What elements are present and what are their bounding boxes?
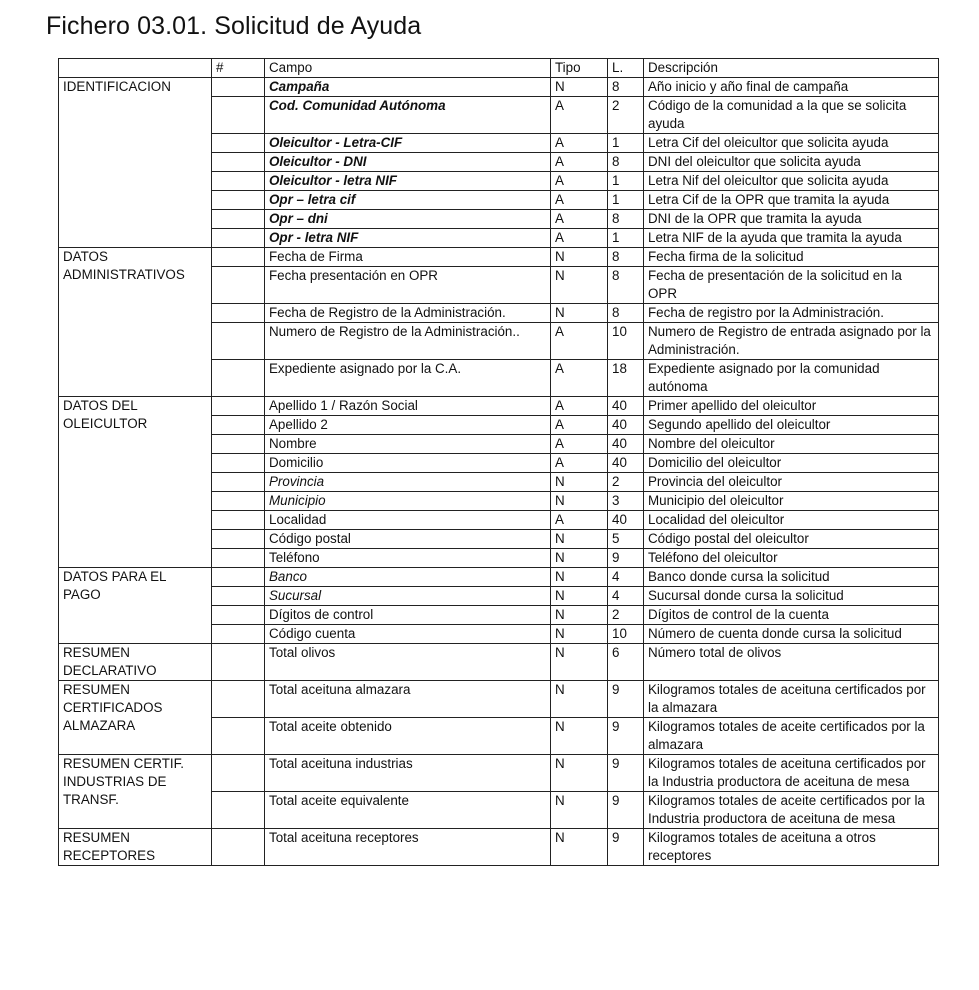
field-name-cell: Cod. Comunidad Autónoma <box>265 97 551 134</box>
field-name-cell: Opr - letra NIF <box>265 229 551 248</box>
description-cell: Kilogramos totales de aceituna a otros receptores <box>644 829 939 866</box>
field-name-cell: Código cuenta <box>265 625 551 644</box>
field-name-cell: Oleicultor - DNI <box>265 153 551 172</box>
header-tipo: Tipo <box>551 59 608 78</box>
num-cell <box>212 229 265 248</box>
description-cell: Código postal del oleicultor <box>644 530 939 549</box>
table-row <box>59 681 939 718</box>
description-cell: Fecha de registro por la Administración. <box>644 304 939 323</box>
length-cell: 1 <box>608 134 644 153</box>
num-cell <box>212 97 265 134</box>
description-cell: Código de la comunidad a la que se solicita ayuda <box>644 97 939 134</box>
description-cell: Letra Cif de la OPR que tramita la ayuda <box>644 191 939 210</box>
type-cell: A <box>551 397 608 416</box>
length-cell: 2 <box>608 473 644 492</box>
type-cell: N <box>551 681 608 718</box>
table-row <box>59 248 939 267</box>
page-title: Fichero 03.01. Solicitud de Ayuda <box>46 12 422 40</box>
num-cell <box>212 172 265 191</box>
description-cell: Segundo apellido del oleicultor <box>644 416 939 435</box>
description-cell: Fecha de presentación de la solicitud en la OPR <box>644 267 939 304</box>
type-cell: A <box>551 210 608 229</box>
table-row <box>59 568 939 587</box>
field-name-cell: Provincia <box>265 473 551 492</box>
length-cell: 1 <box>608 191 644 210</box>
description-cell: Kilogramos totales de aceituna certificados por la Industria productora de aceituna de mesa <box>644 755 939 792</box>
field-name-cell: Total olivos <box>265 644 551 681</box>
type-cell: N <box>551 568 608 587</box>
num-cell <box>212 153 265 172</box>
description-cell: Año inicio y año final de campaña <box>644 78 939 97</box>
field-name-cell: Opr – dni <box>265 210 551 229</box>
field-name-cell: Total aceite obtenido <box>265 718 551 755</box>
section-label: IDENTIFICACION <box>59 78 212 248</box>
type-cell: N <box>551 530 608 549</box>
length-cell: 10 <box>608 625 644 644</box>
section-label: RESUMEN DECLARATIVO <box>59 644 212 681</box>
description-cell: Teléfono del oleicultor <box>644 549 939 568</box>
length-cell: 9 <box>608 755 644 792</box>
length-cell: 40 <box>608 416 644 435</box>
type-cell: N <box>551 829 608 866</box>
field-name-cell: Apellido 2 <box>265 416 551 435</box>
header-desc: Descripción <box>644 59 939 78</box>
length-cell: 9 <box>608 681 644 718</box>
field-name-cell: Fecha presentación en OPR <box>265 267 551 304</box>
num-cell <box>212 397 265 416</box>
field-name-cell: Expediente asignado por la C.A. <box>265 360 551 397</box>
field-name-cell: Sucursal <box>265 587 551 606</box>
description-cell: Sucursal donde cursa la solicitud <box>644 587 939 606</box>
description-cell: Dígitos de control de la cuenta <box>644 606 939 625</box>
num-cell <box>212 511 265 530</box>
length-cell: 2 <box>608 606 644 625</box>
num-cell <box>212 587 265 606</box>
field-name-cell: Oleicultor - letra NIF <box>265 172 551 191</box>
field-name-cell: Total aceite equivalente <box>265 792 551 829</box>
field-name-cell: Total aceituna almazara <box>265 681 551 718</box>
description-cell: DNI del oleicultor que solicita ayuda <box>644 153 939 172</box>
length-cell: 18 <box>608 360 644 397</box>
type-cell: N <box>551 755 608 792</box>
num-cell <box>212 304 265 323</box>
type-cell: N <box>551 587 608 606</box>
field-name-cell: Banco <box>265 568 551 587</box>
field-name-cell: Fecha de Firma <box>265 248 551 267</box>
num-cell <box>212 792 265 829</box>
type-cell: A <box>551 153 608 172</box>
length-cell: 3 <box>608 492 644 511</box>
length-cell: 8 <box>608 248 644 267</box>
length-cell: 9 <box>608 792 644 829</box>
type-cell: A <box>551 323 608 360</box>
length-cell: 8 <box>608 210 644 229</box>
section-label: RESUMEN RECEPTORES <box>59 829 212 866</box>
type-cell: A <box>551 416 608 435</box>
description-cell: Localidad del oleicultor <box>644 511 939 530</box>
type-cell: A <box>551 360 608 397</box>
num-cell <box>212 829 265 866</box>
field-name-cell: Teléfono <box>265 549 551 568</box>
type-cell: N <box>551 248 608 267</box>
description-cell: Banco donde cursa la solicitud <box>644 568 939 587</box>
num-cell <box>212 473 265 492</box>
num-cell <box>212 568 265 587</box>
num-cell <box>212 755 265 792</box>
type-cell: N <box>551 304 608 323</box>
num-cell <box>212 323 265 360</box>
length-cell: 2 <box>608 97 644 134</box>
num-cell <box>212 435 265 454</box>
section-label: DATOS ADMINISTRATIVOS <box>59 248 212 397</box>
type-cell: N <box>551 792 608 829</box>
description-cell: Expediente asignado por la comunidad autónoma <box>644 360 939 397</box>
section-label: RESUMEN CERTIF. INDUSTRIAS DE TRANSF. <box>59 755 212 829</box>
length-cell: 1 <box>608 172 644 191</box>
field-spec-table <box>58 58 939 866</box>
length-cell: 6 <box>608 644 644 681</box>
table-row <box>59 755 939 792</box>
type-cell: A <box>551 229 608 248</box>
description-cell: Nombre del oleicultor <box>644 435 939 454</box>
field-name-cell: Campaña <box>265 78 551 97</box>
type-cell: N <box>551 644 608 681</box>
header-section <box>59 59 212 78</box>
type-cell: N <box>551 267 608 304</box>
field-name-cell: Dígitos de control <box>265 606 551 625</box>
table-body <box>59 59 939 866</box>
length-cell: 8 <box>608 267 644 304</box>
num-cell <box>212 625 265 644</box>
type-cell: N <box>551 492 608 511</box>
field-name-cell: Municipio <box>265 492 551 511</box>
header-num: # <box>212 59 265 78</box>
length-cell: 4 <box>608 587 644 606</box>
type-cell: A <box>551 172 608 191</box>
num-cell <box>212 606 265 625</box>
num-cell <box>212 78 265 97</box>
table-row <box>59 397 939 416</box>
length-cell: 8 <box>608 78 644 97</box>
num-cell <box>212 267 265 304</box>
field-name-cell: Domicilio <box>265 454 551 473</box>
num-cell <box>212 134 265 153</box>
length-cell: 8 <box>608 153 644 172</box>
description-cell: Número total de olivos <box>644 644 939 681</box>
description-cell: Domicilio del oleicultor <box>644 454 939 473</box>
header-campo: Campo <box>265 59 551 78</box>
description-cell: Numero de Registro de entrada asignado por la Administración. <box>644 323 939 360</box>
table-row <box>59 78 939 97</box>
header-row <box>59 59 939 78</box>
description-cell: Fecha firma de la solicitud <box>644 248 939 267</box>
num-cell <box>212 549 265 568</box>
description-cell: Número de cuenta donde cursa la solicitud <box>644 625 939 644</box>
field-name-cell: Fecha de Registro de la Administración. <box>265 304 551 323</box>
description-cell: Primer apellido del oleicultor <box>644 397 939 416</box>
type-cell: N <box>551 718 608 755</box>
type-cell: A <box>551 191 608 210</box>
description-cell: Kilogramos totales de aceituna certificados por la almazara <box>644 681 939 718</box>
description-cell: Municipio del oleicultor <box>644 492 939 511</box>
description-cell: Letra Cif del oleicultor que solicita ayuda <box>644 134 939 153</box>
description-cell: DNI de la OPR que tramita la ayuda <box>644 210 939 229</box>
length-cell: 10 <box>608 323 644 360</box>
length-cell: 9 <box>608 549 644 568</box>
length-cell: 9 <box>608 718 644 755</box>
num-cell <box>212 248 265 267</box>
length-cell: 1 <box>608 229 644 248</box>
type-cell: A <box>551 134 608 153</box>
length-cell: 4 <box>608 568 644 587</box>
type-cell: N <box>551 549 608 568</box>
length-cell: 40 <box>608 435 644 454</box>
length-cell: 5 <box>608 530 644 549</box>
description-cell: Letra Nif del oleicultor que solicita ayuda <box>644 172 939 191</box>
field-name-cell: Total aceituna industrias <box>265 755 551 792</box>
type-cell: A <box>551 97 608 134</box>
type-cell: N <box>551 473 608 492</box>
num-cell <box>212 681 265 718</box>
num-cell <box>212 492 265 511</box>
type-cell: A <box>551 435 608 454</box>
length-cell: 9 <box>608 829 644 866</box>
field-name-cell: Código postal <box>265 530 551 549</box>
table-row <box>59 829 939 866</box>
length-cell: 8 <box>608 304 644 323</box>
type-cell: N <box>551 78 608 97</box>
description-cell: Provincia del oleicultor <box>644 473 939 492</box>
header-len: L. <box>608 59 644 78</box>
field-name-cell: Numero de Registro de la Administración.. <box>265 323 551 360</box>
field-name-cell: Total aceituna receptores <box>265 829 551 866</box>
description-cell: Kilogramos totales de aceite certificados por la almazara <box>644 718 939 755</box>
type-cell: N <box>551 606 608 625</box>
description-cell: Kilogramos totales de aceite certificados por la Industria productora de aceituna de mesa <box>644 792 939 829</box>
type-cell: A <box>551 511 608 530</box>
num-cell <box>212 360 265 397</box>
section-label: DATOS DEL OLEICULTOR <box>59 397 212 568</box>
num-cell <box>212 718 265 755</box>
length-cell: 40 <box>608 511 644 530</box>
num-cell <box>212 191 265 210</box>
field-name-cell: Nombre <box>265 435 551 454</box>
num-cell <box>212 454 265 473</box>
num-cell <box>212 210 265 229</box>
section-label: RESUMEN CERTIFICADOS ALMAZARA <box>59 681 212 755</box>
field-name-cell: Opr – letra cif <box>265 191 551 210</box>
length-cell: 40 <box>608 397 644 416</box>
field-name-cell: Localidad <box>265 511 551 530</box>
table-row <box>59 644 939 681</box>
length-cell: 40 <box>608 454 644 473</box>
field-name-cell: Oleicultor - Letra-CIF <box>265 134 551 153</box>
section-label: DATOS PARA EL PAGO <box>59 568 212 644</box>
field-name-cell: Apellido 1 / Razón Social <box>265 397 551 416</box>
num-cell <box>212 644 265 681</box>
num-cell <box>212 530 265 549</box>
type-cell: N <box>551 625 608 644</box>
num-cell <box>212 416 265 435</box>
type-cell: A <box>551 454 608 473</box>
description-cell: Letra NIF de la ayuda que tramita la ayuda <box>644 229 939 248</box>
